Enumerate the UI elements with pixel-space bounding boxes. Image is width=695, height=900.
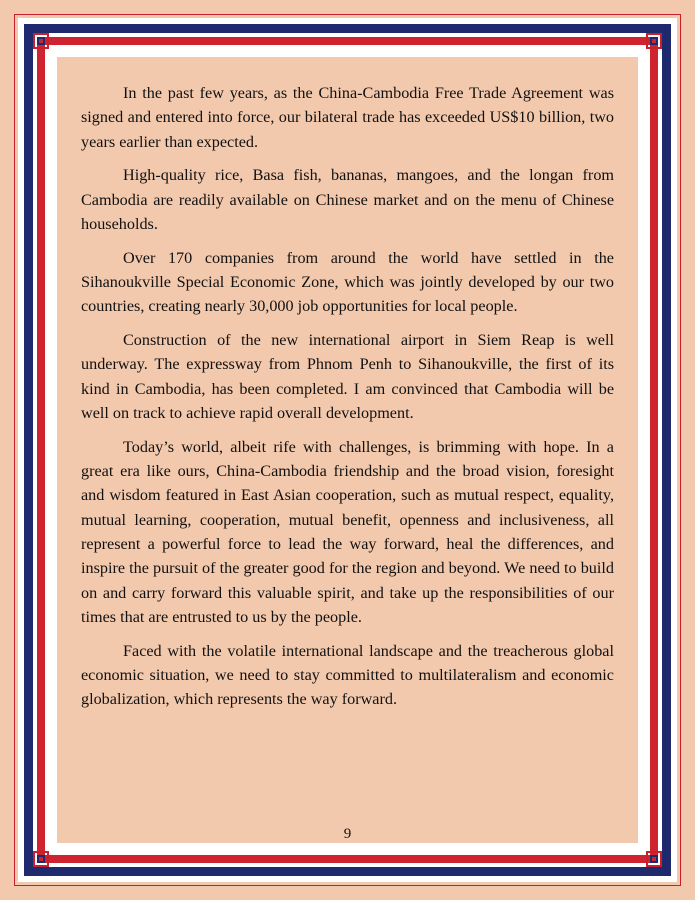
paragraph: Construction of the new international airport in Siem Reap is well underway. The expressway from Phnom Penh to Sihanoukville, the first of its kind in Cambodia, has been completed. I am convinced that Cambodia will be well on track to achieve rapid overall development. <box>81 331 614 423</box>
paragraph: Faced with the volatile international landscape and the treacherous global economic situation, we need to stay committed to multilateralism and economic globalization, which represents the way forward. <box>81 641 614 709</box>
paragraph: Today’s world, albeit rife with challenges, is brimming with hope. In a great era like ours, China-Cambodia friendship and the broad vision, foresight and wisdom featured in East Asian cooperation, such as mutual respect, equality, mutual learning, cooperation, mutual benefit, openness and inclusiveness, all represent a powerful force to lead the way forward, heal the differences, and inspire the pursuit of the greater good for the region and beyond. We need to build on and carry forward this valuable spirit, and take up the responsibilities of our times that are entrusted to us by the people. <box>81 437 614 626</box>
paragraph: High-quality rice, Basa fish, bananas, mangoes, and the longan from Cambodia are readily available on Chinese market and on the menu of Chinese households. <box>81 166 614 233</box>
page-number: 9 <box>343 826 352 842</box>
paragraph: Over 170 companies from around the world have settled in the Sihanoukville Special Economic Zone, which was jointly developed by our two countries, creating nearly 30,000 job opportunities for local people. <box>81 248 614 316</box>
paragraph: In the past few years, as the China-Cambodia Free Trade Agreement was signed and entered into force, our bilateral trade has exceeded US$10 billion, two years earlier than expected. <box>81 84 614 151</box>
corner-ornament-top-right <box>643 30 665 52</box>
corner-ornament-bottom-left <box>30 848 52 870</box>
page-body <box>81 81 614 721</box>
corner-ornament-bottom-right <box>643 848 665 870</box>
corner-ornament-top-left <box>30 30 52 52</box>
